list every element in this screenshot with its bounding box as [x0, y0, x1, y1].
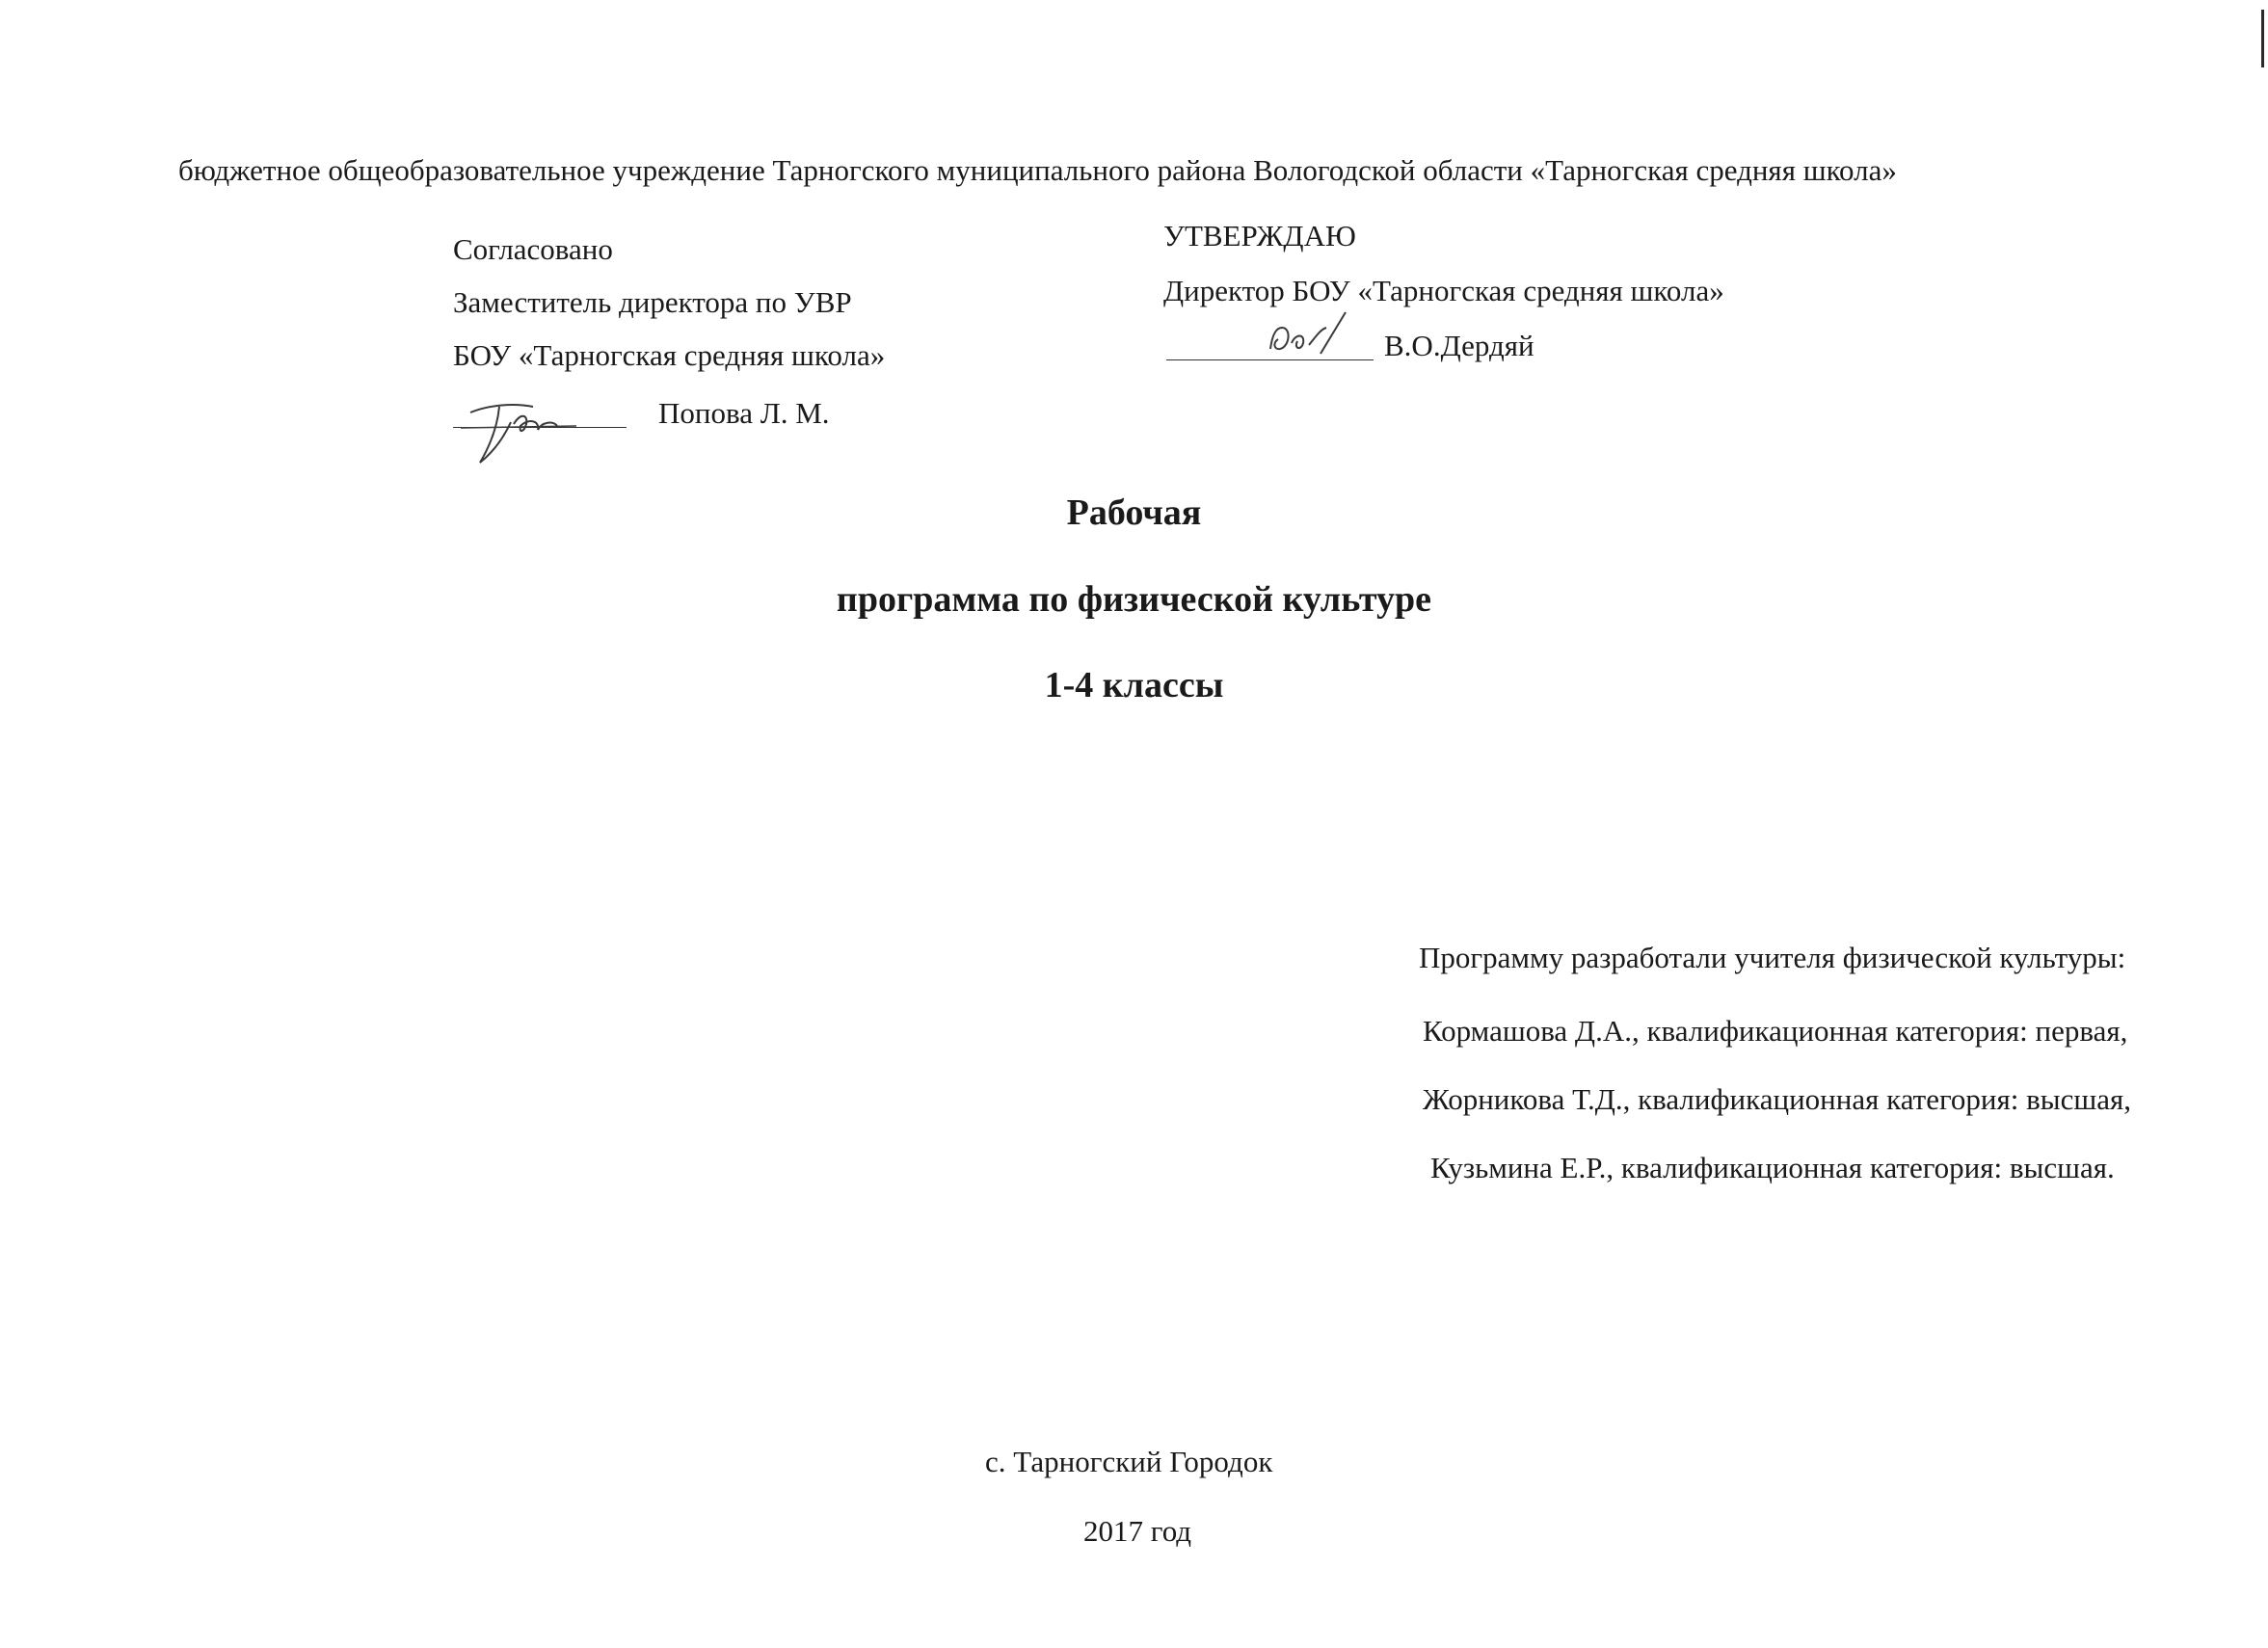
title-line-2: программа по физической культуре: [836, 579, 1432, 620]
authors-intro: Программу разработали учителя физической культуры:: [1419, 941, 2126, 974]
agreed-position: Заместитель директора по УВР: [453, 285, 852, 319]
agreed-signature: [461, 384, 586, 470]
author-line: Кузьмина Е.Р., квалификационная категория: высшая.: [1430, 1151, 2115, 1184]
organization-header: бюджетное общеобразовательное учреждение Тарногского муниципального района Вологодской области «Тарногская средняя школа»: [178, 153, 1897, 187]
agreed-name: Попова Л. М.: [658, 396, 830, 430]
approved-signature: [1263, 310, 1359, 363]
agreed-heading: Согласовано: [453, 232, 613, 266]
footer-year: 2017 год: [1083, 1514, 1192, 1548]
author-line: Кормашова Д.А., квалификационная категория: первая,: [1423, 1014, 2128, 1048]
scan-edge-mark: [2261, 10, 2264, 67]
title-line-1: Рабочая: [1066, 492, 1202, 533]
agreed-school: БОУ «Тарногская средняя школа»: [453, 338, 886, 372]
title-line-3: 1-4 классы: [1044, 665, 1224, 705]
footer-place: с. Тарногский Городок: [985, 1445, 1273, 1478]
approved-name: В.О.Дердяй: [1384, 329, 1534, 362]
approved-position: Директор БОУ «Тарногская средняя школа»: [1163, 274, 1724, 307]
author-line: Жорникова Т.Д., квалификационная категория: высшая,: [1423, 1082, 2131, 1116]
approved-heading: УТВЕРЖДАЮ: [1163, 219, 1356, 253]
